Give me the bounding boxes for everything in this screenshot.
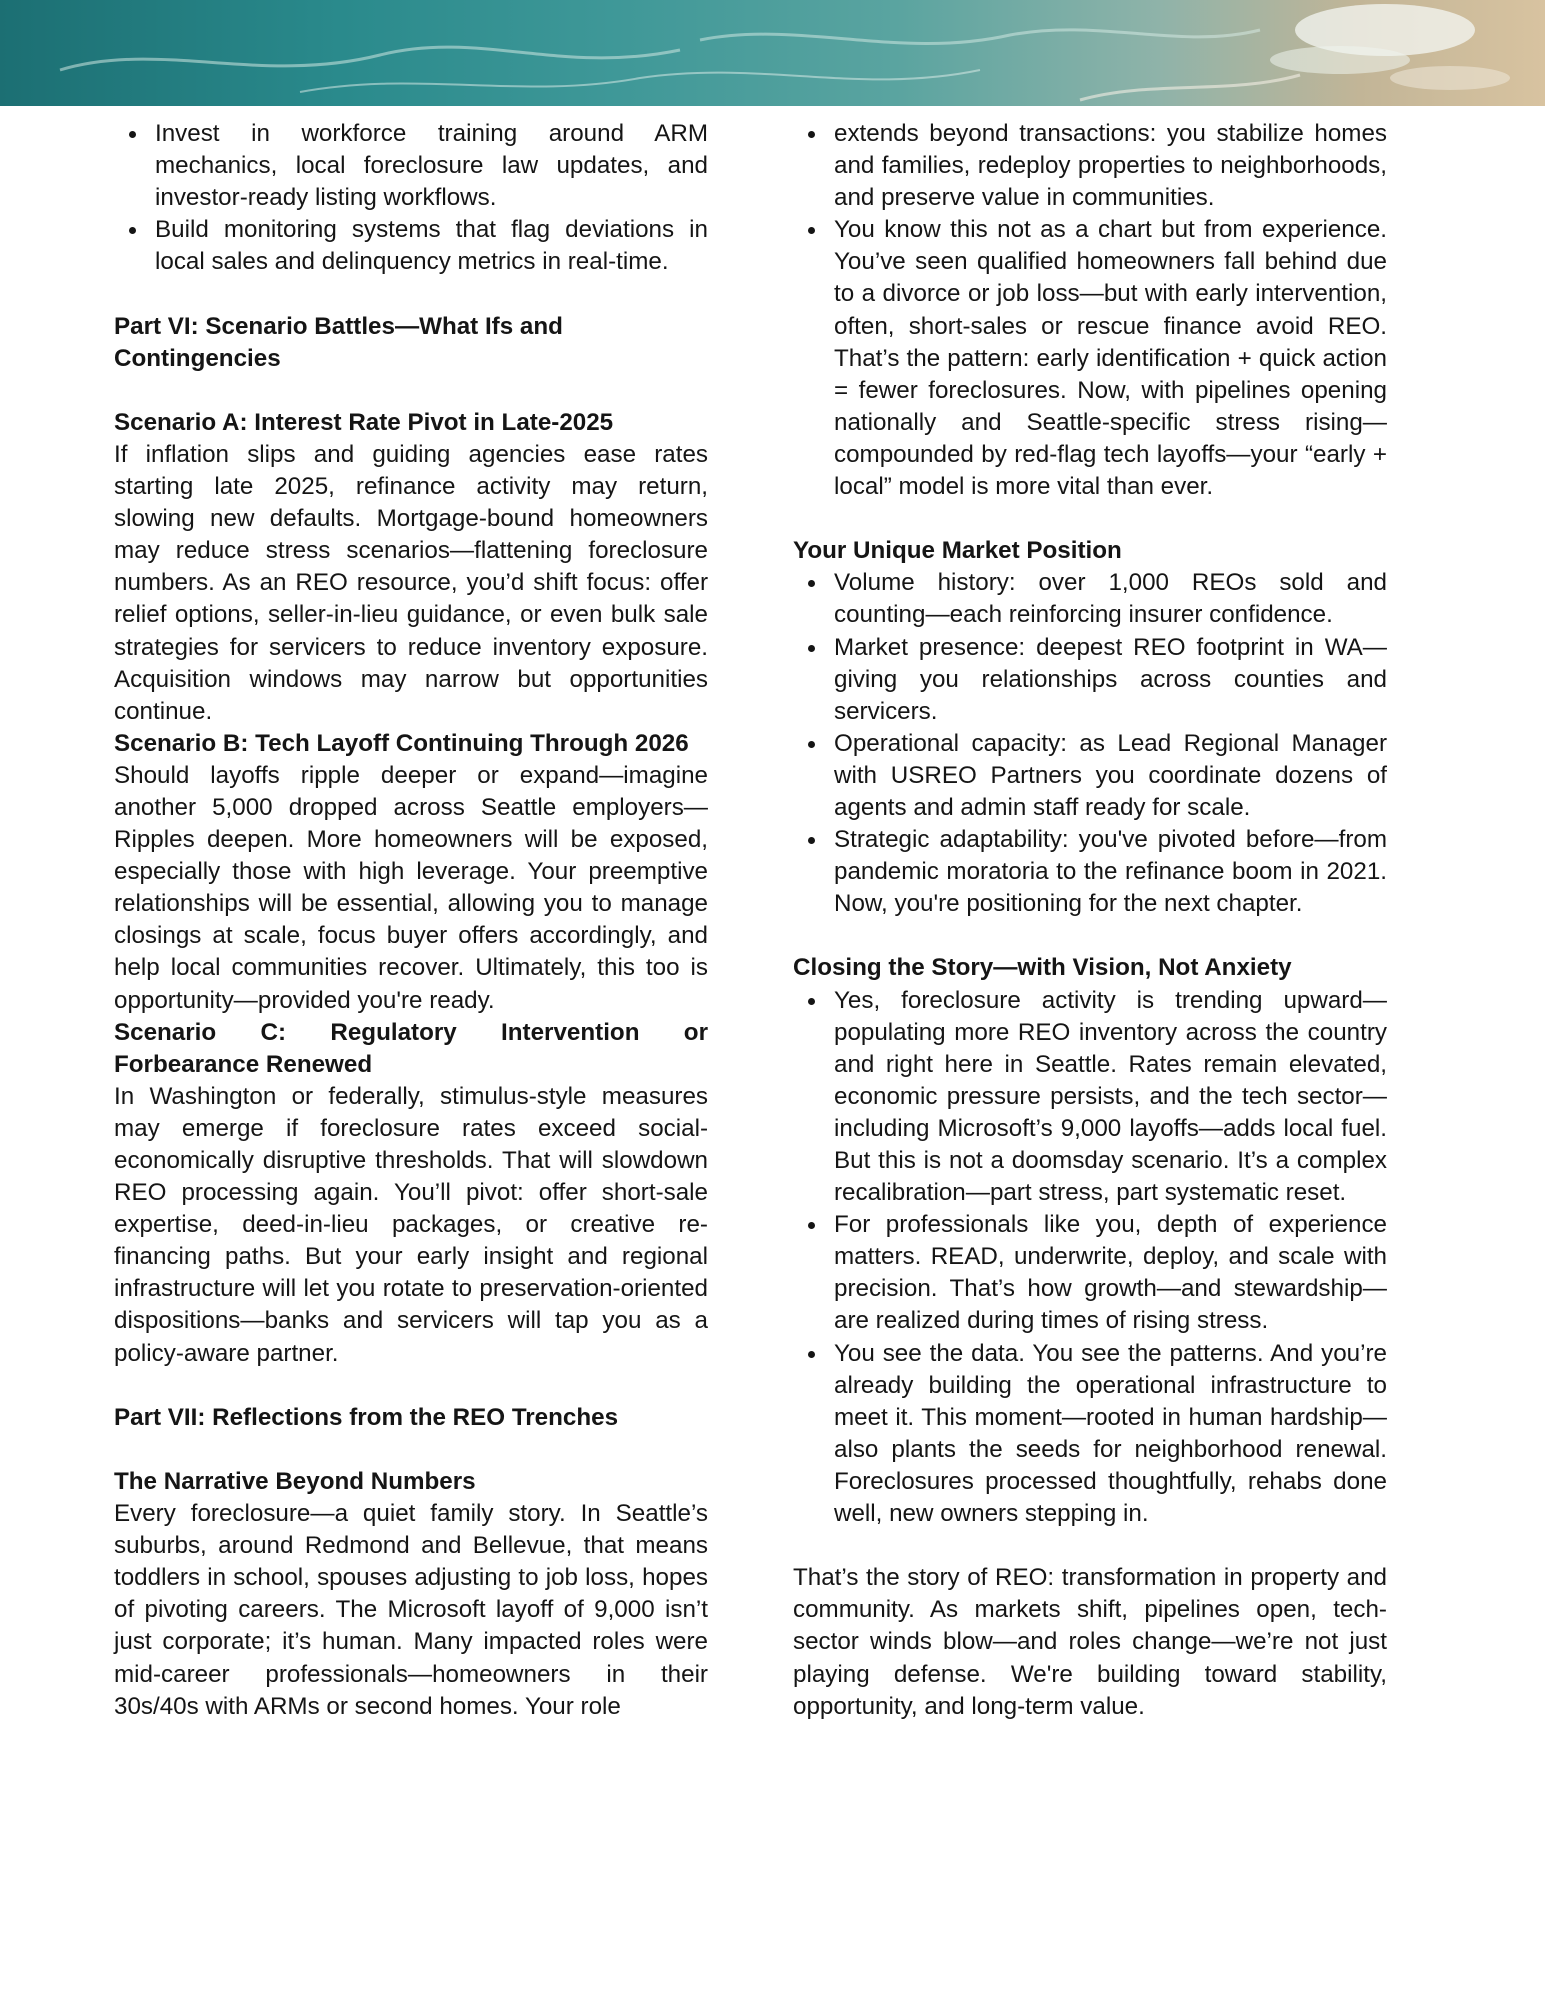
list-item: Operational capacity: as Lead Regional Manager with USREO Partners you coordinate dozens of agents and admin staff ready for scale. <box>793 728 1387 824</box>
bullet-list <box>793 118 1387 503</box>
bullet-list <box>793 985 1387 1531</box>
subsection-heading: Closing the Story—with Vision, Not Anxiety <box>793 954 1292 982</box>
list-item: Invest in workforce training around ARM mechanics, local foreclosure law updates, and investor-ready listing workflows. <box>114 118 708 214</box>
right-column <box>793 118 1387 1723</box>
subsection-heading: Scenario C: Regulatory Intervention or Forbearance Renewed <box>114 1018 708 1078</box>
list-item: You see the data. You see the patterns. And you’re already building the operational infrastructure to meet it. This moment—rooted in human hardship—also plants the seeds for neighborhood renewal. Foreclosures processed thoughtfully, rehabs done well, new owners stepping in. <box>793 1338 1387 1531</box>
list-item: Build monitoring systems that flag deviations in local sales and delinquency metrics in real-time. <box>114 214 708 278</box>
section-heading: Part VI: Scenario Battles—What Ifs and Contingencies <box>114 312 563 372</box>
section-heading: Part VII: Reflections from the REO Trenches <box>114 1403 619 1431</box>
paragraph: If inflation slips and guiding agencies ease rates starting late 2025, refinance activity may return, slowing new defaults. Mortgage-bound homeowners may reduce stress scenarios—flattening foreclosure numbers. As an REO resource, you’d shift focus: offer relief options, seller-in-lieu guidance, or even bulk sale strategies for servicers to reduce inventory exposure. Acquisition windows may narrow but opportunities continue. <box>114 440 708 725</box>
list-item: Volume history: over 1,000 REOs sold and counting—each reinforcing insurer confidence. <box>793 567 1387 631</box>
header-banner-image <box>0 0 1545 106</box>
subsection-heading: Your Unique Market Position <box>793 537 1122 565</box>
bullet-list <box>793 567 1387 920</box>
closing-paragraph: That’s the story of REO: transformation in property and community. As markets shift, pipelines open, tech-sector winds blow—and roles change—we’re not just playing defense. We're building toward stability, opportunity, and long-term value. <box>793 1564 1387 1720</box>
paragraph: Every foreclosure—a quiet family story. In Seattle’s suburbs, around Redmond and Bellevue, that means toddlers in school, spouses adjusting to job loss, hopes of pivoting careers. The Microsoft layoff of 9,000 isn’t just corporate; it’s human. Many impacted roles were mid-career professionals—homeowners in their 30s/40s with ARMs or second homes. Your role <box>114 1500 708 1720</box>
subsection-heading: Scenario A: Interest Rate Pivot in Late-2025 <box>114 408 614 436</box>
ocean-waves-icon <box>0 0 1545 106</box>
list-item: extends beyond transactions: you stabilize homes and families, redeploy properties to neighborhoods, and preserve value in communities. <box>793 118 1387 214</box>
list-item: Yes, foreclosure activity is trending upward—populating more REO inventory across the country and right here in Seattle. Rates remain elevated, economic pressure persists, and the tech sector—including Microsoft’s 9,000 layoffs—adds local fuel. But this is not a doomsday scenario. It’s a complex recalibration—part stress, part systematic reset. <box>793 985 1387 1210</box>
list-item: Strategic adaptability: you've pivoted before—from pandemic moratoria to the refinance boom in 2021. Now, you're positioning for the next chapter. <box>793 824 1387 920</box>
subsection-heading: The Narrative Beyond Numbers <box>114 1467 476 1495</box>
left-column <box>114 118 708 1723</box>
paragraph: In Washington or federally, stimulus-style measures may emerge if foreclosure rates exceed social-economically disruptive thresholds. That will slowdown REO processing again. You’ll pivot: offer short-sale expertise, deed-in-lieu packages, or creative re-financing paths. But your early insight and regional infrastructure will let you rotate to preservation-oriented dispositions—banks and servicers will tap you as a policy-aware partner. <box>114 1082 708 1367</box>
bullet-list <box>114 118 708 278</box>
list-item: Market presence: deepest REO footprint in WA—giving you relationships across counties and servicers. <box>793 632 1387 728</box>
list-item: For professionals like you, depth of experience matters. READ, underwrite, deploy, and scale with precision. That’s how growth—and stewardship—are realized during times of rising stress. <box>793 1209 1387 1337</box>
subsection-heading: Scenario B: Tech Layoff Continuing Through 2026 <box>114 729 689 757</box>
paragraph: Should layoffs ripple deeper or expand—imagine another 5,000 dropped across Seattle employers—Ripples deepen. More homeowners will be exposed, especially those with high leverage. Your preemptive relationships will be essential, allowing you to manage closings at scale, focus buyer offers accordingly, and help local communities recover. Ultimately, this too is opportunity—provided you're ready. <box>114 761 708 1014</box>
list-item: You know this not as a chart but from experience. You’ve seen qualified homeowners fall behind due to a divorce or job loss—but with early intervention, often, short-sales or rescue finance avoid REO. That’s the pattern: early identification + quick action = fewer foreclosures. Now, with pipelines opening nationally and Seattle-specific stress rising—compounded by red-flag tech layoffs—your “early + local” model is more vital than ever. <box>793 214 1387 503</box>
